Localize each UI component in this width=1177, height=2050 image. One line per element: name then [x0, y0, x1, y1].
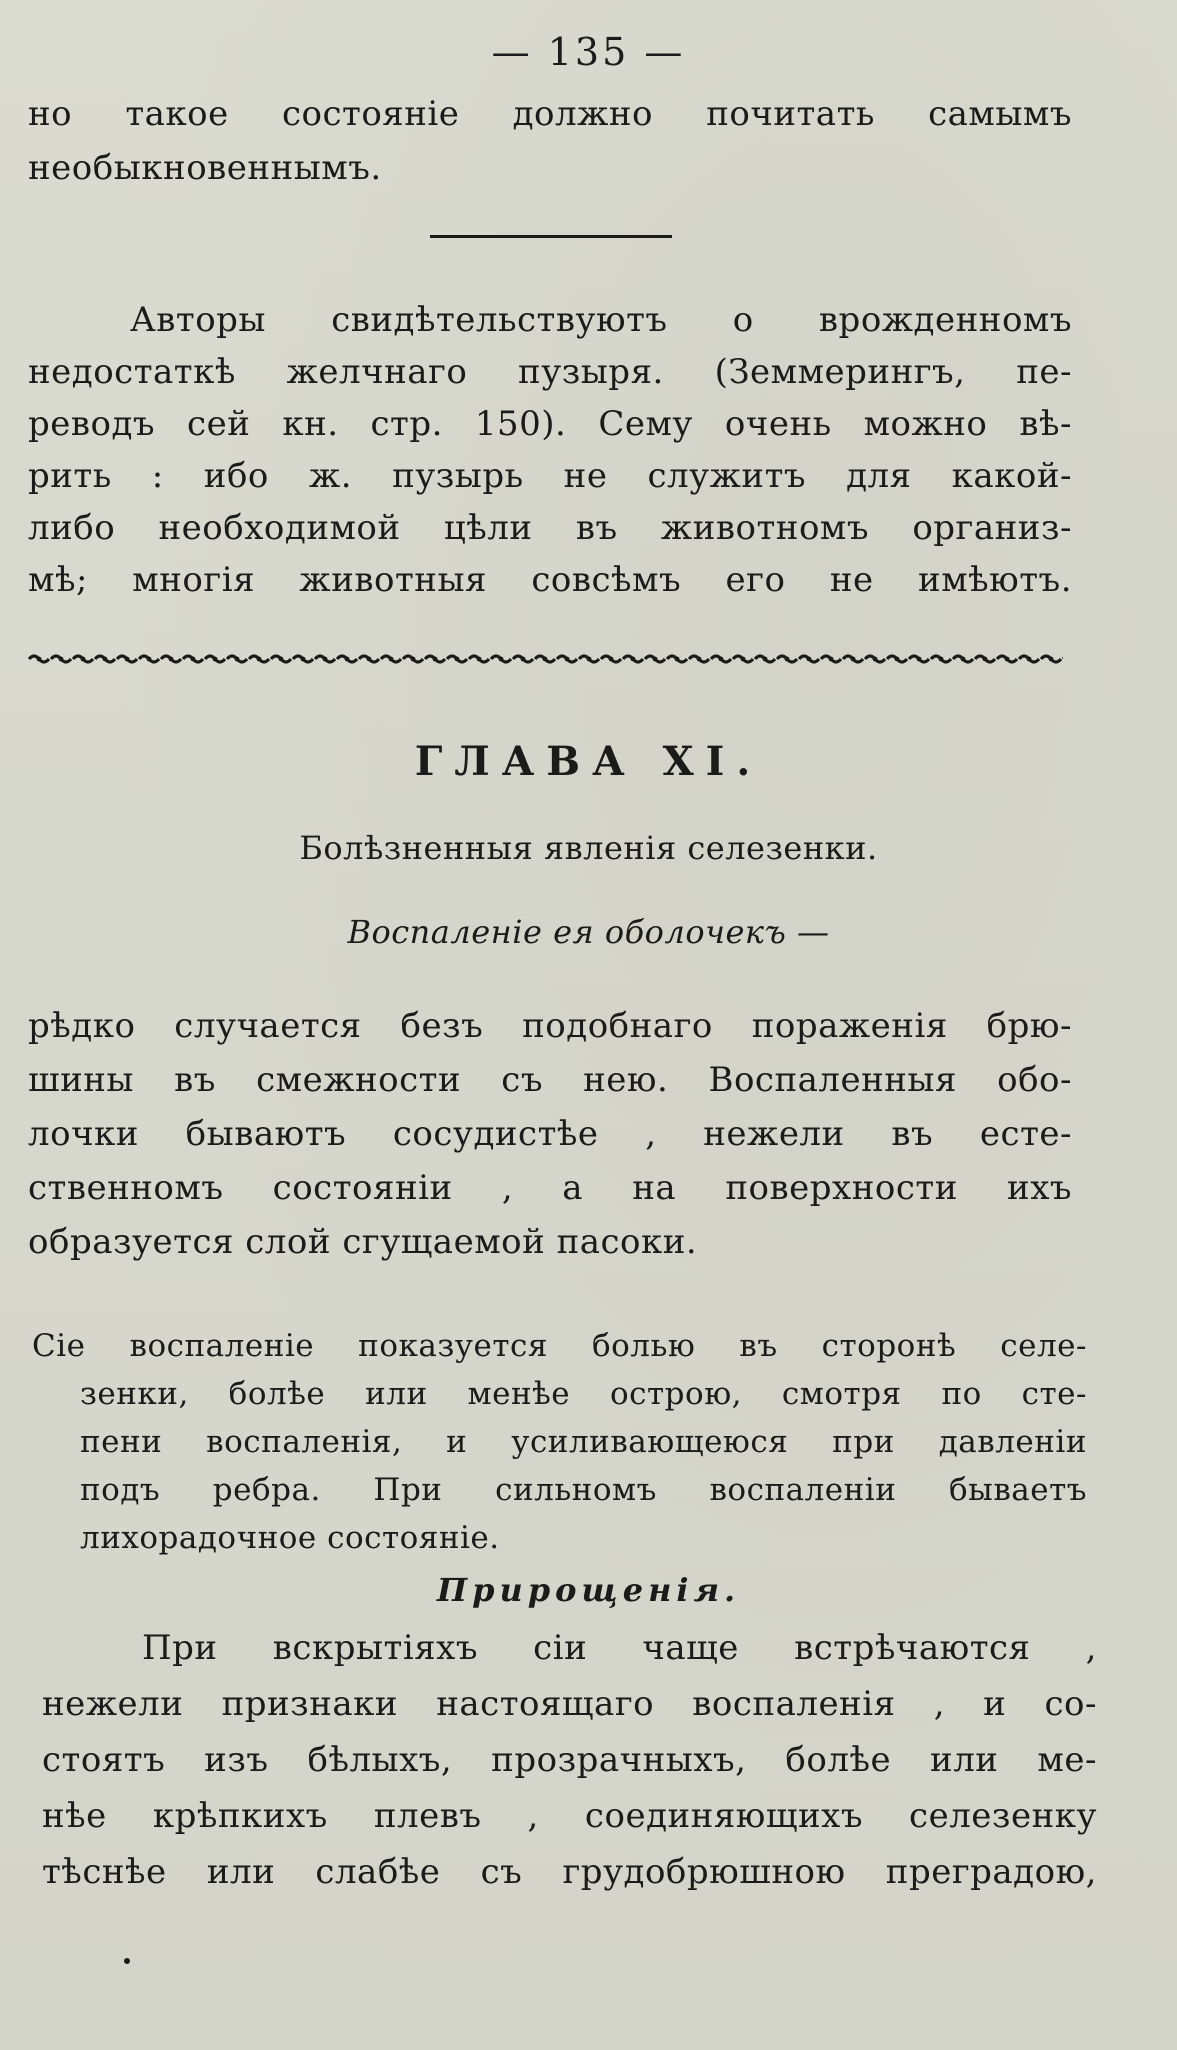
text-line: тѣснѣе или слабѣе съ грудобрюшною преградою, [42, 1852, 1097, 1892]
ornamental-divider [28, 650, 1063, 668]
text-line: Сіе воспаленіе показуется болью въ сторонѣ селе- [32, 1328, 1087, 1364]
text-line: но такое состояніе должно почитать самымъ [28, 94, 1072, 134]
section-divider [430, 235, 672, 238]
page-number: — 135 — [491, 30, 686, 74]
text-line: пени воспаленія, и усиливающеюся при давленіи [80, 1424, 1087, 1460]
text-line: подъ ребра. При сильномъ воспаленіи бываетъ [80, 1472, 1087, 1508]
text-line: зенки, болѣе или менѣе острою, смотря по сте- [80, 1376, 1087, 1412]
chapter-title: ГЛАВА XI. [414, 738, 763, 785]
text-line: нѣе крѣпкихъ плевъ , соединяющихъ селезенку [42, 1796, 1097, 1836]
ink-speck [124, 1958, 130, 1964]
text-line: лихорадочное состояніе. [80, 1520, 500, 1556]
text-line: При вскрытіяхъ сіи чаще встрѣчаются , [142, 1628, 1097, 1668]
text-line: рить : ибо ж. пузырь не служитъ для какой- [28, 456, 1072, 496]
text-line: стоятъ изъ бѣлыхъ, прозрачныхъ, болѣе или ме- [42, 1740, 1097, 1780]
text-line: лочки бываютъ сосудистѣе , нежели въ есте- [28, 1114, 1072, 1154]
text-line: образуется слой сгущаемой пасоки. [28, 1222, 698, 1262]
text-line: либо необходимой цѣли въ животномъ организ- [28, 508, 1072, 548]
chapter-subtitle: Болѣзненныя явленія селезенки. [299, 829, 878, 867]
text-line: нежели признаки настоящаго воспаленія , и со- [42, 1684, 1097, 1724]
text-line: Авторы свидѣтельствуютъ о врожденномъ [130, 300, 1072, 340]
section-heading: Воспаленіе ея оболочекъ — [347, 913, 830, 951]
text-line: необыкновеннымъ. [28, 148, 382, 188]
text-line: реводъ сей кн. стр. 150). Сему очень можно вѣ- [28, 404, 1072, 444]
adhesions-heading: Прирощенія. [436, 1571, 741, 1609]
text-line: мѣ; многія животныя совсѣмъ его не имѣютъ. [28, 560, 1072, 600]
text-line: ственномъ состояніи , а на поверхности ихъ [28, 1168, 1072, 1208]
text-line: недостаткѣ желчнаго пузыря. (Земмерингъ, пе- [28, 352, 1072, 392]
text-line: рѣдко случается безъ подобнаго пораженія брю- [28, 1006, 1072, 1046]
text-line: шины въ смежности съ нею. Воспаленныя обо- [28, 1060, 1072, 1100]
